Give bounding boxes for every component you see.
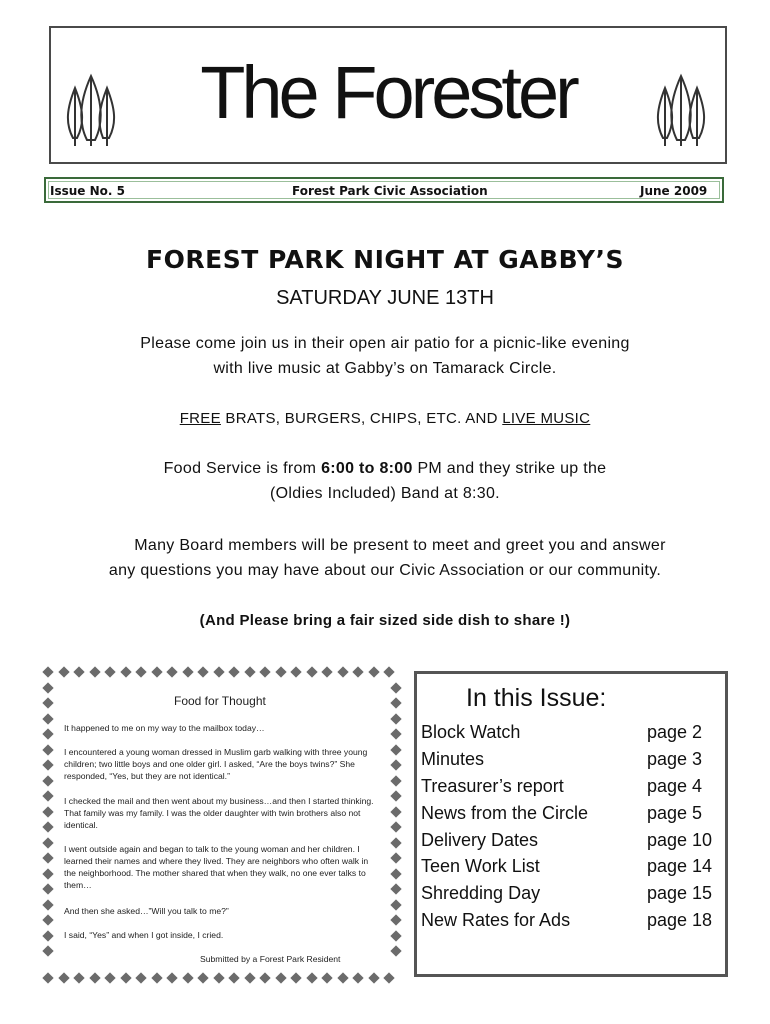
newsletter-title: The Forester [200, 51, 576, 134]
diamond-border-icon [213, 666, 224, 677]
diamond-border-icon [58, 666, 69, 677]
diamond-border-icon [197, 666, 208, 677]
issue-number: Issue No. 5 [50, 184, 125, 198]
diamond-border-icon [42, 682, 53, 693]
diamond-border-icon [321, 972, 332, 983]
diamond-border-icon [390, 837, 401, 848]
story-paragraph: I said, “Yes” and when I got inside, I cried. [64, 930, 224, 940]
story-paragraph: I checked the mail and then went about my business…and then I started thinking. That family was my family. I was the older daughter with twin brothers also not identical. [64, 796, 374, 830]
diamond-border-icon [321, 666, 332, 677]
diamond-border-icon [337, 666, 348, 677]
diamond-border-icon [390, 806, 401, 817]
diamond-border-icon [390, 914, 401, 925]
toc-page: page 4 [647, 776, 703, 796]
story-credit: Submitted by a Forest Park Resident [200, 954, 341, 964]
story-paragraph: I went outside again and began to talk to the young woman and her children. I learned their names and where they lived. They are neighbors who often walk in the neighborhood. The mother shared that when they walk, no one ever talks to them… [64, 844, 369, 890]
diamond-border-icon [42, 972, 53, 983]
diamond-border-icon [42, 744, 53, 755]
board-line-2: any questions you may have about our Civic Association or our community. [108, 562, 662, 579]
diamond-border-icon [244, 972, 255, 983]
diamond-border-icon [58, 972, 69, 983]
diamond-border-icon [275, 666, 286, 677]
story-paragraph: It happened to me on my way to the mailbox today… [64, 723, 265, 733]
diamond-border-icon [383, 666, 394, 677]
diamond-border-icon [42, 775, 53, 786]
diamond-border-icon [89, 972, 100, 983]
diamond-border-icon [42, 821, 53, 832]
diamond-border-icon [73, 666, 84, 677]
diamond-border-icon [368, 666, 379, 677]
diamond-border-icon [390, 759, 401, 770]
diamond-border-icon [290, 972, 301, 983]
diamond-border-icon [390, 775, 401, 786]
diamond-border-icon [42, 868, 53, 879]
food-prefix: Food Service is from [163, 460, 317, 477]
live-music: LIVE MUSIC [502, 410, 591, 427]
board-line-1: Many Board members will be present to meet and greet you and answer [134, 537, 666, 554]
tree-icon [63, 68, 123, 148]
toc-label: Shredding Day [421, 883, 541, 903]
diamond-border-icon [275, 972, 286, 983]
issue-bar [44, 177, 724, 203]
toc-label: Minutes [421, 749, 485, 769]
diamond-border-icon [352, 972, 363, 983]
diamond-border-icon [390, 821, 401, 832]
diamond-border-icon [42, 837, 53, 848]
diamond-border-icon [244, 666, 255, 677]
diamond-border-icon [104, 972, 115, 983]
diamond-border-icon [42, 790, 53, 801]
band-line: (Oldies Included) Band at 8:30. [270, 485, 500, 502]
diamond-border-icon [42, 666, 53, 677]
diamond-border-icon [383, 972, 394, 983]
diamond-border-icon [73, 972, 84, 983]
free-offer [0, 406, 770, 431]
toc-item [421, 749, 721, 770]
diamond-border-icon [390, 697, 401, 708]
diamond-border-icon [135, 666, 146, 677]
toc-page: page 18 [647, 910, 713, 930]
diamond-border-icon [390, 713, 401, 724]
invite-line-1: Please come join us in their open air patio for a picnic-like evening [140, 335, 630, 352]
diamond-border-icon [135, 972, 146, 983]
diamond-border-icon [213, 972, 224, 983]
toc-page: page 15 [647, 883, 713, 903]
diamond-border-icon [42, 930, 53, 941]
diamond-border-icon [390, 852, 401, 863]
diamond-border-icon [42, 728, 53, 739]
diamond-border-icon [182, 666, 193, 677]
toc-page: page 5 [647, 803, 703, 823]
diamond-border-icon [306, 972, 317, 983]
toc-label: Delivery Dates [421, 830, 539, 850]
organization-name: Forest Park Civic Association [292, 184, 488, 198]
invite-line-2: with live music at Gabby’s on Tamarack Circle. [213, 360, 557, 377]
diamond-border-icon [197, 972, 208, 983]
diamond-border-icon [368, 972, 379, 983]
issue-date: June 2009 [640, 184, 708, 198]
diamond-border-icon [42, 759, 53, 770]
event-headline: FOREST PARK NIGHT AT GABBY’S [146, 245, 624, 274]
toc-page: page 2 [647, 722, 703, 742]
diamond-border-icon [151, 666, 162, 677]
diamond-border-icon [390, 682, 401, 693]
free-items: BRATS, BURGERS, CHIPS, ETC. AND [225, 410, 498, 427]
diamond-border-icon [390, 868, 401, 879]
diamond-border-icon [42, 806, 53, 817]
story-paragraph: I encountered a young woman dressed in Muslim garb walking with three young children; two little boys and one older girl. I asked, “Are the boys twins?” She responded, “Yes, but they are not identical.” [64, 747, 368, 781]
side-dish-note: (And Please bring a fair sized side dish to share !) [199, 612, 571, 629]
tree-icon [653, 68, 713, 148]
diamond-border-icon [42, 945, 53, 956]
diamond-border-icon [120, 666, 131, 677]
diamond-border-icon [42, 883, 53, 894]
masthead [49, 26, 727, 164]
toc-label: Treasurer’s report [421, 776, 564, 796]
toc-page: page 10 [647, 830, 713, 850]
toc-label: News from the Circle [421, 803, 589, 823]
toc-label: Teen Work List [421, 856, 540, 876]
diamond-border-icon [390, 883, 401, 894]
event-date: SATURDAY JUNE 13TH [276, 287, 494, 309]
diamond-border-icon [290, 666, 301, 677]
diamond-border-icon [42, 899, 53, 910]
diamond-border-icon [259, 666, 270, 677]
food-suffix: PM and they strike up the [417, 460, 607, 477]
food-for-thought-title: Food for Thought [174, 694, 266, 708]
diamond-border-icon [390, 930, 401, 941]
toc-item [421, 776, 721, 797]
diamond-border-icon [390, 945, 401, 956]
diamond-border-icon [352, 666, 363, 677]
diamond-border-icon [42, 852, 53, 863]
toc-item [421, 830, 721, 851]
diamond-border-icon [390, 744, 401, 755]
diamond-border-icon [228, 972, 239, 983]
in-this-issue-box [414, 671, 728, 977]
diamond-border-icon [42, 914, 53, 925]
diamond-border-icon [89, 666, 100, 677]
diamond-border-icon [166, 666, 177, 677]
diamond-border-icon [42, 713, 53, 724]
diamond-border-icon [306, 666, 317, 677]
toc-item [421, 910, 721, 931]
toc-label: New Rates for Ads [421, 910, 571, 930]
toc-item [421, 722, 721, 743]
diamond-border-icon [259, 972, 270, 983]
diamond-border-icon [120, 972, 131, 983]
toc-page: page 14 [647, 856, 713, 876]
toc-item [421, 803, 721, 824]
toc-page: page 3 [647, 749, 703, 769]
story-paragraph: And then she asked…”Will you talk to me?” [64, 906, 229, 916]
toc-label: Block Watch [421, 722, 521, 742]
diamond-border-icon [42, 697, 53, 708]
diamond-border-icon [390, 728, 401, 739]
toc-item [421, 883, 721, 904]
free-word: FREE [179, 410, 221, 427]
diamond-border-icon [182, 972, 193, 983]
diamond-border-icon [390, 790, 401, 801]
diamond-border-icon [151, 972, 162, 983]
diamond-border-icon [228, 666, 239, 677]
diamond-border-icon [104, 666, 115, 677]
diamond-border-icon [166, 972, 177, 983]
food-time: 6:00 to 8:00 [321, 460, 413, 477]
food-service-line [0, 456, 770, 481]
in-this-issue-title: In this Issue: [466, 684, 607, 712]
toc-item [421, 856, 721, 877]
diamond-border-icon [337, 972, 348, 983]
diamond-border-icon [390, 899, 401, 910]
